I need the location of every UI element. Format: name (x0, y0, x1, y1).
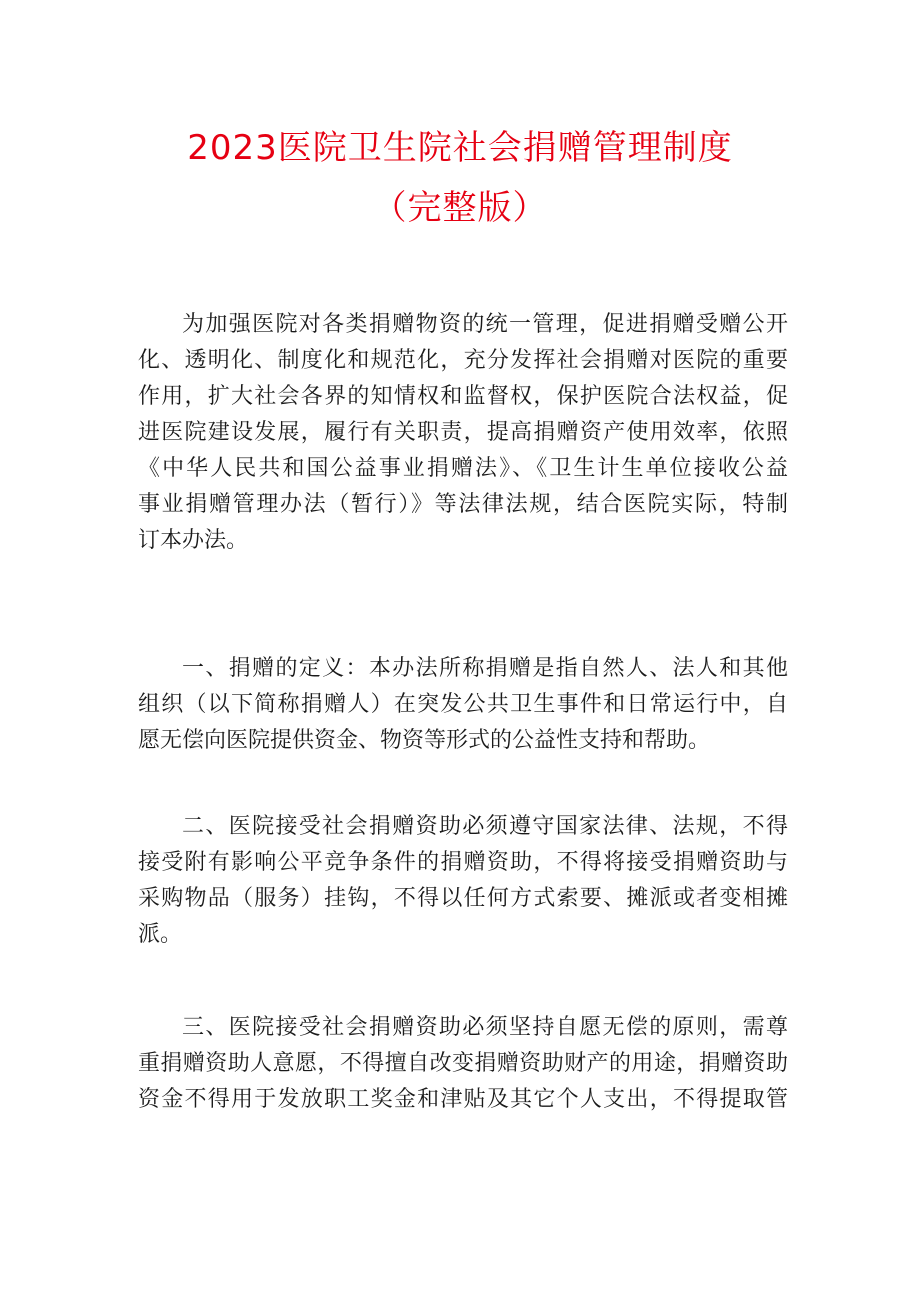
document-title: 2023医院卫生院社会捐赠管理制度 (187, 128, 733, 168)
paragraph-line: 作用，扩大社会各界的知情权和监督权，保护医院合法权益，促 (138, 384, 788, 409)
paragraph-line: 接受附有影响公平竞争条件的捐赠资助，不得将接受捐赠资助与 (138, 850, 788, 875)
paragraph-definition (138, 651, 788, 759)
paragraph-line: 《中华人民共和国公益事业捐赠法》、《卫生计生单位接收公益 (138, 456, 788, 481)
paragraph-line: 愿无偿向医院提供资金、物资等形式的公益性支持和帮助。 (138, 728, 711, 753)
paragraph-line: 订本办法。 (138, 528, 249, 553)
paragraph-line: 资金不得用于发放职工奖金和津贴及其它个人支出，不得提取管 (138, 1087, 788, 1112)
paragraph-line: 进医院建设发展，履行有关职责，提高捐赠资产使用效率，依照 (138, 420, 788, 445)
paragraph-rule-two (138, 809, 788, 953)
document-subtitle: （完整版） (372, 188, 548, 228)
paragraph-line: 组织（以下简称捐赠人）在突发公共卫生事件和日常运行中，自 (138, 692, 788, 717)
paragraph-line: 事业捐赠管理办法（暂行）》等法律法规，结合医院实际，特制 (138, 492, 788, 517)
paragraph-line: 一、捐赠的定义：本办法所称捐赠是指自然人、法人和其他 (182, 656, 788, 681)
paragraph-line: 为加强医院对各类捐赠物资的统一管理，促进捐赠受赠公开 (182, 312, 788, 337)
paragraph-purpose (138, 307, 788, 559)
paragraph-line: 采购物品（服务）挂钩，不得以任何方式索要、摊派或者变相摊 (138, 886, 788, 911)
paragraph-rule-three (138, 1010, 788, 1118)
paragraph-line: 三、医院接受社会捐赠资助必须坚持自愿无偿的原则，需尊 (182, 1015, 788, 1040)
paragraph-line: 派。 (138, 922, 183, 947)
paragraph-line: 化、透明化、制度化和规范化，充分发挥社会捐赠对医院的重要 (138, 348, 788, 373)
paragraph-line: 重捐赠资助人意愿，不得擅自改变捐赠资助财产的用途，捐赠资助 (138, 1051, 788, 1076)
paragraph-line: 二、医院接受社会捐赠资助必须遵守国家法律、法规，不得 (182, 814, 788, 839)
